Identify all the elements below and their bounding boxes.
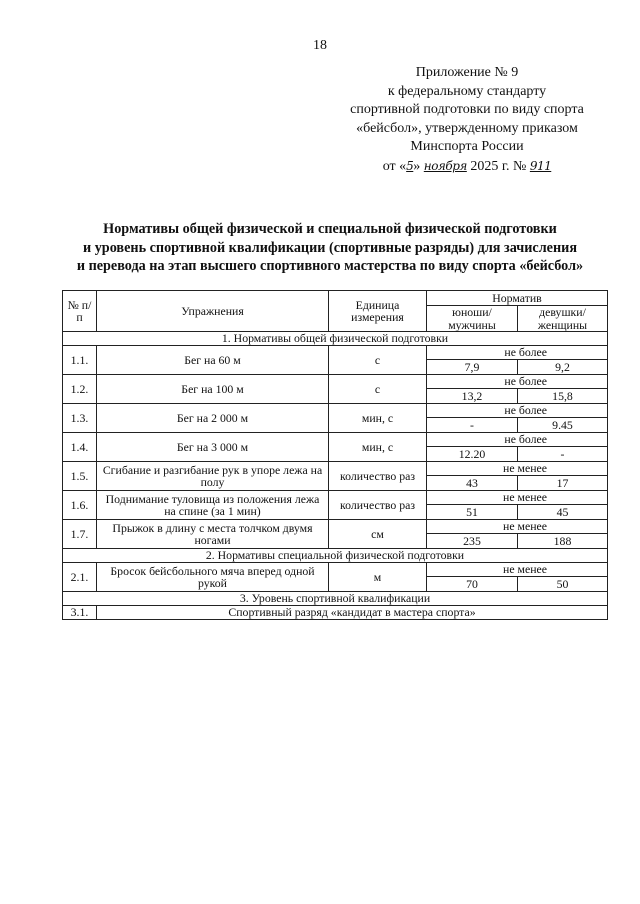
row-unit: м [329,563,427,592]
row-number: 1.3. [63,404,97,433]
row-unit: мин, с [329,404,427,433]
section-title: 3. Уровень спортивной квалификации [63,592,608,606]
row-exercise: Бег на 3 000 м [97,433,329,462]
page-number: 18 [313,38,327,53]
row-number: 1.5. [63,462,97,491]
row-condition: не более [427,346,608,360]
appendix-title: Приложение № 9 [415,65,519,80]
row-condition: не более [427,433,608,447]
norms-table [62,290,608,620]
date-day: 5 [406,158,414,173]
row-unit: см [329,520,427,549]
table-row [63,520,608,534]
value-boys: 43 [427,476,518,491]
value-boys: 70 [427,577,518,592]
table-row [63,375,608,389]
value-boys: 7,9 [427,360,518,375]
row-number: 1.1. [63,346,97,375]
row-exercise: Бросок бейсбольного мяча вперед одной рукой [97,563,329,592]
table-row [63,346,608,360]
row-unit: мин, с [329,433,427,462]
heading-line: и уровень спортивной квалификации (спортивные разряды) для зачисления [82,239,577,256]
row-condition: не менее [427,491,608,505]
row-exercise: Бег на 60 м [97,346,329,375]
row-condition: не менее [427,563,608,577]
table-row [63,462,608,476]
value-girls: 45 [518,505,608,520]
qualification-number: 3.1. [63,606,97,620]
heading-line: Нормативы общей физической и специальной физической подготовки [103,221,557,237]
date-year: 2025 г. № [470,158,527,174]
row-condition: не более [427,375,608,389]
row-number: 1.6. [63,491,97,520]
header-girls: девушки/ женщины [518,306,608,332]
date-month: ноября [423,158,467,173]
value-boys: 235 [427,534,518,549]
row-unit: с [329,375,427,404]
section-title: 1. Нормативы общей физической подготовки [63,332,608,346]
table-row [63,491,608,505]
value-boys: - [427,418,518,433]
appendix-date-line [322,157,612,177]
row-number: 1.7. [63,520,97,549]
row-number: 2.1. [63,563,97,592]
row-exercise: Сгибание и разгибание рук в упоре лежа на полу [97,462,329,491]
document-heading [50,220,610,276]
row-number: 1.4. [63,433,97,462]
row-exercise: Прыжок в длину с места толчком двумя ногами [97,520,329,549]
table-row [63,404,608,418]
header-no: № п/п [63,291,97,332]
heading-line: и перевода на этап высшего спортивного мастерства по виду спорта «бейсбол» [76,258,584,274]
row-number: 1.2. [63,375,97,404]
section-row [63,332,608,346]
value-boys: 13,2 [427,389,518,404]
value-girls: 15,8 [518,389,608,404]
row-unit: количество раз [329,491,427,520]
date-prefix: от « [382,158,407,174]
value-girls: 9.45 [518,418,608,433]
row-exercise: Бег на 100 м [97,375,329,404]
qualification-text: Спортивный разряд «кандидат в мастера спорта» [97,606,608,620]
appendix-line: «бейсбол», утвержденному приказом [356,120,578,136]
header-boys: юноши/ мужчины [427,306,518,332]
appendix-line: к федеральному стандарту [387,83,547,99]
section-title: 2. Нормативы специальной физической подготовки [63,549,608,563]
table-body [63,332,608,620]
value-girls: 50 [518,577,608,592]
value-girls: 17 [518,476,608,491]
table-row [63,563,608,577]
header-unit: Единица измерения [329,291,427,332]
row-condition: не более [427,404,608,418]
value-boys: 51 [427,505,518,520]
value-girls: 9,2 [518,360,608,375]
row-exercise: Поднимание туловища из положения лежа на спине (за 1 мин) [97,491,329,520]
table-row [63,433,608,447]
value-boys: 12.20 [427,447,518,462]
header-norm: Норматив [427,291,608,306]
date-mid: » [413,158,421,174]
row-exercise: Бег на 2 000 м [97,404,329,433]
appendix-block [322,64,612,177]
order-number: 911 [529,158,552,173]
qualification-row [63,606,608,620]
row-condition: не менее [427,520,608,534]
value-girls: - [518,447,608,462]
header-exercise: Упражнения [97,291,329,332]
row-condition: не менее [427,462,608,476]
appendix-line: спортивной подготовки по виду спорта [350,102,584,118]
section-row [63,592,608,606]
row-unit: количество раз [329,462,427,491]
section-row [63,549,608,563]
row-unit: с [329,346,427,375]
value-girls: 188 [518,534,608,549]
appendix-line: Минспорта России [410,139,524,155]
